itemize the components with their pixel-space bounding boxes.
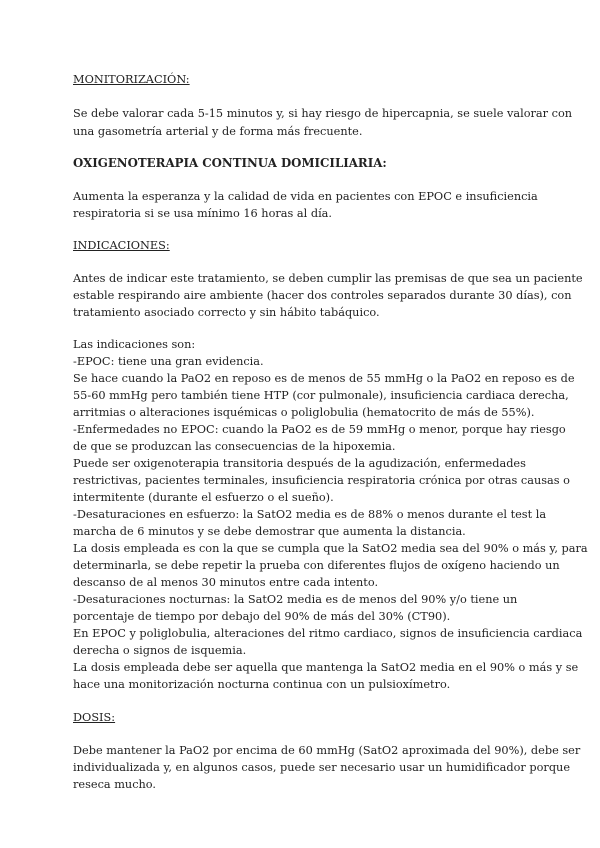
- text-line: La dosis empleada debe ser aquella que mantenga la SatO2 media en el 90% o más y se: [73, 661, 579, 674]
- section-heading-oxigenoterapia: OXIGENOTERAPIA CONTINUA DOMICILIARIA:: [73, 156, 387, 170]
- text-line: tratamiento asociado correcto y sin hábito tabáquico.: [73, 306, 380, 319]
- text-line: Las indicaciones son:: [73, 338, 196, 351]
- text-line: -Desaturaciones en esfuerzo: la SatO2 media es de 88% o menos durante el test la: [73, 508, 547, 521]
- text-line: una gasometría arterial y de forma más frecuente.: [73, 125, 363, 138]
- section-heading-dosis: DOSIS:: [73, 711, 116, 724]
- text-line: Se hace cuando la PaO2 en reposo es de menos de 55 mmHg o la PaO2 en reposo es de: [73, 372, 575, 385]
- text-line: reseca mucho.: [73, 778, 157, 791]
- text-line: La dosis empleada es con la que se cumpla que la SatO2 media sea del 90% o más y, para: [73, 542, 588, 555]
- text-line: estable respirando aire ambiente (hacer dos controles separados durante 30 días), con: [73, 289, 572, 302]
- text-line: intermitente (durante el esfuerzo o el sueño).: [73, 491, 334, 504]
- text-line: -Desaturaciones nocturnas: la SatO2 media es de menos del 90% y/o tiene un: [73, 593, 518, 606]
- text-line: determinarla, se debe repetir la prueba con diferentes flujos de oxígeno haciendo un: [73, 559, 560, 572]
- section-heading-indicaciones: INDICACIONES:: [73, 239, 170, 252]
- text-line: En EPOC y poliglobulia, alteraciones del ritmo cardiaco, signos de insuficiencia cardiaca: [73, 627, 583, 640]
- text-line: hace una monitorización nocturna continua con un pulsioxímetro.: [73, 678, 451, 691]
- text-line: -EPOC: tiene una gran evidencia.: [73, 355, 264, 368]
- text-line: Debe mantener la PaO2 por encima de 60 mmHg (SatO2 aproximada del 90%), debe ser: [73, 744, 581, 757]
- text-line: arritmias o alteraciones isquémicas o poliglobulia (hematocrito de más de 55%).: [73, 406, 535, 419]
- text-line: Antes de indicar este tratamiento, se deben cumplir las premisas de que sea un paciente: [73, 272, 583, 285]
- text-line: Se debe valorar cada 5-15 minutos y, si hay riesgo de hipercapnia, se suele valorar con: [73, 107, 573, 120]
- text-line: -Enfermedades no EPOC: cuando la PaO2 es de 59 mmHg o menor, porque hay riesgo: [73, 423, 566, 436]
- text-line: Aumenta la esperanza y la calidad de vida en pacientes con EPOC e insuficiencia: [73, 190, 538, 203]
- text-line: marcha de 6 minutos y se debe demostrar que aumenta la distancia.: [73, 525, 466, 538]
- text-line: derecha o signos de isquemia.: [73, 644, 247, 657]
- text-line: descanso de al menos 30 minutos entre cada intento.: [73, 576, 379, 589]
- text-line: de que se produzcan las consecuencias de la hipoxemia.: [73, 440, 396, 453]
- section-heading-monitorizacion: MONITORIZACIÓN:: [73, 73, 190, 86]
- text-line: porcentaje de tiempo por debajo del 90% de más del 30% (CT90).: [73, 610, 451, 623]
- text-line: Puede ser oxigenoterapia transitoria después de la agudización, enfermedades: [73, 457, 526, 470]
- text-line: 55-60 mmHg pero también tiene HTP (cor pulmonale), insuficiencia cardiaca derecha,: [73, 389, 569, 402]
- text-line: individualizada y, en algunos casos, puede ser necesario usar un humidificador porque: [73, 761, 571, 774]
- text-line: respiratoria si se usa mínimo 16 horas al día.: [73, 207, 333, 220]
- text-line: restrictivas, pacientes terminales, insuficiencia respiratoria crónica por otras causas o: [73, 474, 570, 487]
